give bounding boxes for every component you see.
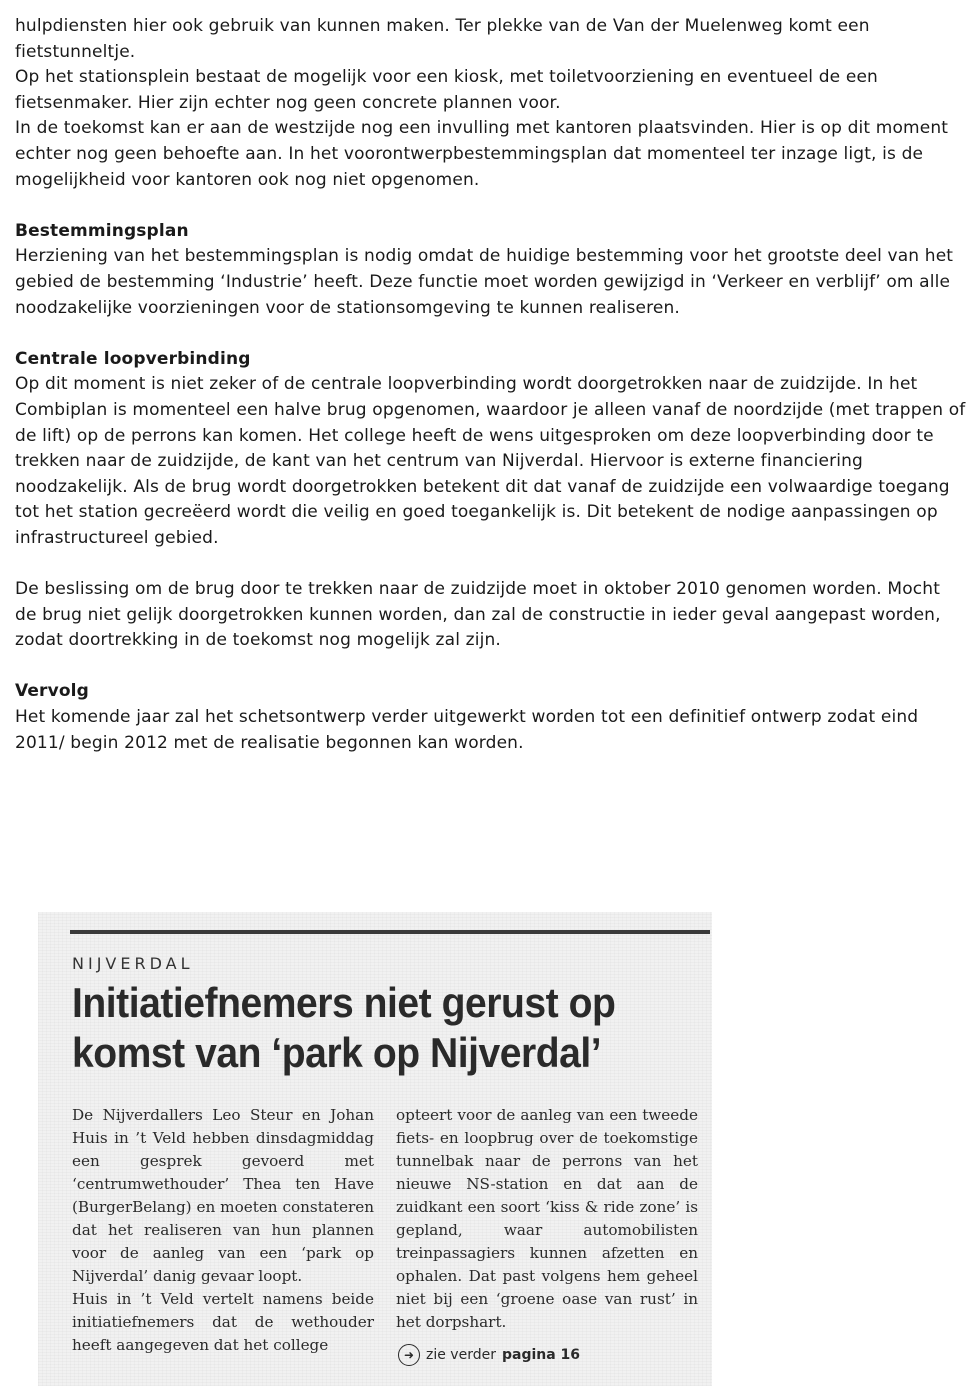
continued-reference bbox=[398, 1344, 580, 1366]
section-heading-loopverbinding: Centrale loopverbinding bbox=[15, 348, 251, 369]
continued-label: zie verder bbox=[426, 1347, 496, 1363]
section-heading-bestemmingsplan: Bestemmingsplan bbox=[15, 220, 189, 241]
continued-page: pagina 16 bbox=[501, 1347, 581, 1363]
column-paragraph: Huis in ’t Veld vertelt namens beide initiatiefnemers dat de wethouder heeft aangegeven dat het college bbox=[72, 1290, 374, 1354]
headline-line-2: komst van ‘park op Nijverdal’ bbox=[72, 1029, 602, 1076]
clipping-column-2 bbox=[396, 1104, 698, 1334]
clipping-rule bbox=[70, 930, 710, 934]
intro-paragraph-2: Op het stationsplein bestaat de mogelijk voor een kiosk, met toiletvoorziening en eventueel de een fietsenmaker. Hier zijn echter nog geen concrete plannen voor. bbox=[15, 67, 878, 113]
newspaper-clipping bbox=[38, 912, 712, 1386]
intro-paragraph-3: In de toekomst kan er aan de westzijde nog een invulling met kantoren plaatsvinden. Hier is op dit moment echter nog geen behoefte aan. In het voorontwerpbestemmingsplan dat momenteel ter inzage ligt, is de mogelijkheid voor kantoren ook nog niet opgenomen. bbox=[15, 118, 949, 190]
section-heading-vervolg: Vervolg bbox=[15, 681, 89, 702]
intro-paragraph-1: hulpdiensten hier ook gebruik van kunnen maken. Ter plekke van de Van der Muelenweg komt een fietstunneltje. bbox=[15, 16, 870, 62]
clipping-headline bbox=[72, 978, 667, 1078]
headline-line-1: Initiatiefnemers niet gerust op bbox=[72, 979, 616, 1026]
section-paragraph: Op dit moment is niet zeker of de centrale loopverbinding wordt doorgetrokken naar de zuidzijde. In het Combiplan is momenteel een halve brug opgenomen, waardoor je alleen vanaf de noordzijde (met trappen of de lift) op de perrons kan komen. Het college heeft de wens uitgesproken om deze loopverbinding door te trekken naar de zuidzijde, de kant van het centrum van Nijverdal. Hiervoor is externe financiering noodzakelijk. Als de brug wordt doorgetrokken betekent dit dat vanaf de zuidzijde een volwaardige toegang tot het station gecreëerd wordt die veilig en goed toegankelijk is. Dit betekent de nodige aanpassingen op infrastructureel gebied. bbox=[15, 374, 966, 548]
clipping-kicker: NIJVERDAL bbox=[72, 954, 194, 973]
section-paragraph: Het komende jaar zal het schetsontwerp verder uitgewerkt worden tot een definitief ontwerp zodat eind 2011/ begin 2012 met de realisatie begonnen kan worden. bbox=[15, 707, 919, 753]
column-paragraph: opteert voor de aanleg van een tweede fiets- en loopbrug over de toekomstige tunnelbak naar de perrons van het nieuwe NS-station en dat aan de zuidkant een soort ‘kiss & ride zone’ is gepland, waar automobilisten treinpassagiers kunnen afzetten en ophalen. Dat past volgens hem geheel niet bij een ‘groene oase van rust’ in het dorpshart. bbox=[396, 1106, 698, 1331]
section-paragraph: De beslissing om de brug door te trekken naar de zuidzijde moet in oktober 2010 genomen worden. Mocht de brug niet gelijk doorgetrokken kunnen worden, dan zal de constructie in ieder geval aangepast worden, zodat doortrekking in de toekomst nog mogelijk zal zijn. bbox=[15, 579, 941, 651]
arrow-circle-icon: ➜ bbox=[398, 1344, 420, 1366]
clipping-column-1 bbox=[72, 1104, 374, 1357]
section-paragraph: Herziening van het bestemmingsplan is nodig omdat de huidige bestemming voor het grootste deel van het gebied de bestemming ‘Industrie’ heeft. Deze functie moet worden gewijzigd in ‘Verkeer en verblijf’ om alle noodzakelijke voorzieningen voor de stationsomgeving te kunnen realiseren. bbox=[15, 246, 954, 318]
column-paragraph: De Nijverdallers Leo Steur en Johan Huis in ’t Veld hebben dinsdagmiddag een gesprek gevoerd met ‘centrumwethouder’ Thea ten Have (BurgerBelang) en moeten constateren dat het realiseren van hun plannen voor de aanleg van een ‘park op Nijverdal’ danig gevaar loopt. bbox=[72, 1106, 374, 1285]
document-body bbox=[15, 14, 967, 756]
